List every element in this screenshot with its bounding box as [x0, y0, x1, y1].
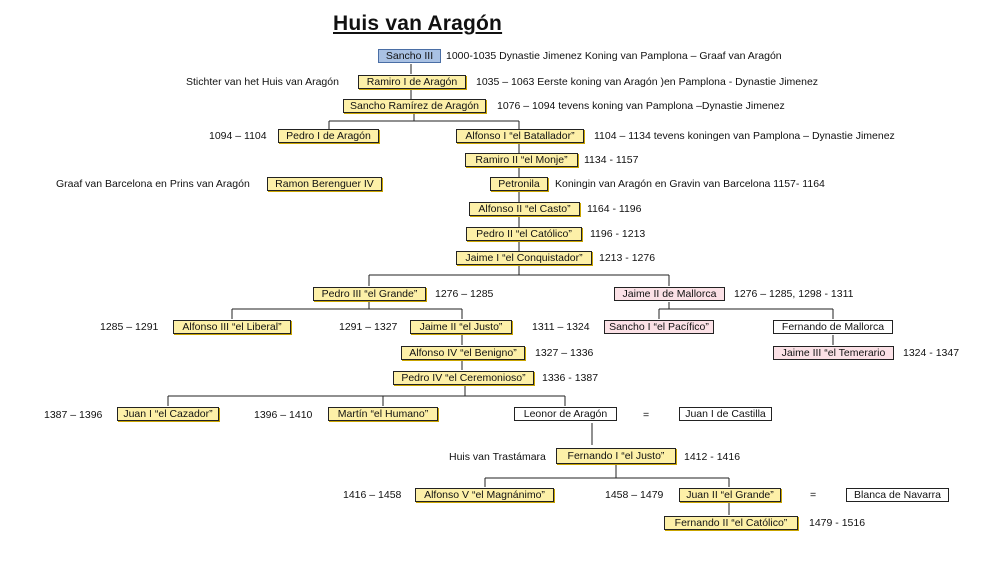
pedro-iii-reign: 1276 – 1285: [435, 288, 494, 300]
person-pedro-i: Pedro I de Aragón: [278, 129, 379, 143]
juan-ii-reign: 1458 – 1479: [605, 489, 664, 501]
pedro-i-reign: 1094 – 1104: [209, 130, 267, 142]
sancho-ramirez-info: 1076 – 1094 tevens koning van Pamplona –Dynastie Jimenez: [497, 100, 785, 112]
person-ramon-berenguer-iv: Ramon Berenguer IV: [267, 177, 382, 191]
person-martin: Martín “el Humano”: [328, 407, 438, 421]
marriage-equals: =: [643, 409, 650, 421]
ramiro-i-info: 1035 – 1063 Eerste koning van Aragón )en Pamplona - Dynastie Jimenez: [476, 76, 819, 88]
person-alfonso-iv: Alfonso IV “el Benigno”: [401, 346, 525, 360]
sancho-i-reign: 1311 – 1324: [532, 321, 590, 333]
person-jaime-iii: Jaime III “el Temerario: [773, 346, 894, 360]
person-fernando-i: Fernando I “el Justo”: [556, 448, 676, 464]
pedro-ii-reign: 1196 - 1213: [590, 228, 646, 240]
alfonso-i-info: 1104 – 1134 tevens koningen van Pamplona – Dynastie Jimenez: [594, 130, 895, 142]
person-fernando-ii: Fernando II “el Católico”: [664, 516, 798, 530]
person-alfonso-v: Alfonso V “el Magnánimo”: [415, 488, 554, 502]
ramiro-i-note: Stichter van het Huis van Aragón: [186, 76, 339, 88]
person-jaime-i: Jaime I “el Conquistador”: [456, 251, 592, 265]
juan-i-reign: 1387 – 1396: [44, 409, 103, 421]
person-alfonso-ii: Alfonso II “el Casto”: [469, 202, 580, 216]
person-petronila: Petronila: [490, 177, 548, 191]
person-juan-ii: Juan II “el Grande”: [679, 488, 781, 502]
person-fernando-de-mallorca: Fernando de Mallorca: [773, 320, 893, 334]
jaime-ii-reign: 1291 – 1327: [339, 321, 398, 333]
person-pedro-iii: Pedro III “el Grande”: [313, 287, 426, 301]
person-jaime-ii-el-justo: Jaime II “el Justo”: [410, 320, 512, 334]
alfonso-iii-reign: 1285 – 1291: [100, 321, 159, 333]
page-title: Huis van Aragón: [333, 12, 503, 35]
jaime-iii-reign: 1324 - 1347: [903, 347, 960, 359]
trastamara-note: Huis van Trastámara: [449, 451, 546, 463]
ramiro-ii-reign: 1134 - 1157: [584, 154, 639, 166]
person-jaime-ii-mallorca: Jaime II de Mallorca: [614, 287, 725, 301]
jaime-ii-mallorca-reign: 1276 – 1285, 1298 - 1311: [734, 288, 854, 300]
alfonso-iv-reign: 1327 – 1336: [535, 347, 594, 359]
person-sancho-ramirez: Sancho Ramírez de Aragón: [343, 99, 486, 113]
person-ramiro-i: Ramiro I de Aragón: [358, 75, 466, 89]
person-leonor-de-aragon: Leonor de Aragón: [514, 407, 617, 421]
fernando-ii-reign: 1479 - 1516: [809, 517, 866, 529]
ramon-berenguer-note: Graaf van Barcelona en Prins van Aragón: [56, 178, 250, 190]
jaime-i-reign: 1213 - 1276: [599, 252, 656, 264]
person-sancho-iii: Sancho III: [378, 49, 441, 63]
person-juan-i-de-castilla: Juan I de Castilla: [679, 407, 772, 421]
alfonso-ii-reign: 1164 - 1196: [587, 203, 642, 215]
person-sancho-i: Sancho I “el Pacífico”: [604, 320, 714, 334]
person-alfonso-i: Alfonso I “el Batallador”: [456, 129, 584, 143]
pedro-iv-reign: 1336 - 1387: [542, 372, 599, 384]
person-alfonso-iii: Alfonso III “el Liberal”: [173, 320, 291, 334]
person-pedro-ii: Pedro II “el Católico”: [466, 227, 582, 241]
person-juan-i: Juan I “el Cazador”: [117, 407, 219, 421]
marriage-equals-2: =: [810, 489, 817, 501]
person-blanca-de-navarra: Blanca de Navarra: [846, 488, 949, 502]
person-ramiro-ii: Ramiro II “el Monje”: [465, 153, 578, 167]
sancho-iii-info: 1000-1035 Dynastie Jimenez Koning van Pamplona – Graaf van Aragón: [446, 50, 782, 62]
martin-reign: 1396 – 1410: [254, 409, 313, 421]
alfonso-v-reign: 1416 – 1458: [343, 489, 402, 501]
person-pedro-iv: Pedro IV “el Ceremonioso”: [393, 371, 534, 385]
petronila-info: Koningin van Aragón en Gravin van Barcelona 1157- 1164: [555, 178, 825, 190]
fernando-i-reign: 1412 - 1416: [684, 451, 741, 463]
